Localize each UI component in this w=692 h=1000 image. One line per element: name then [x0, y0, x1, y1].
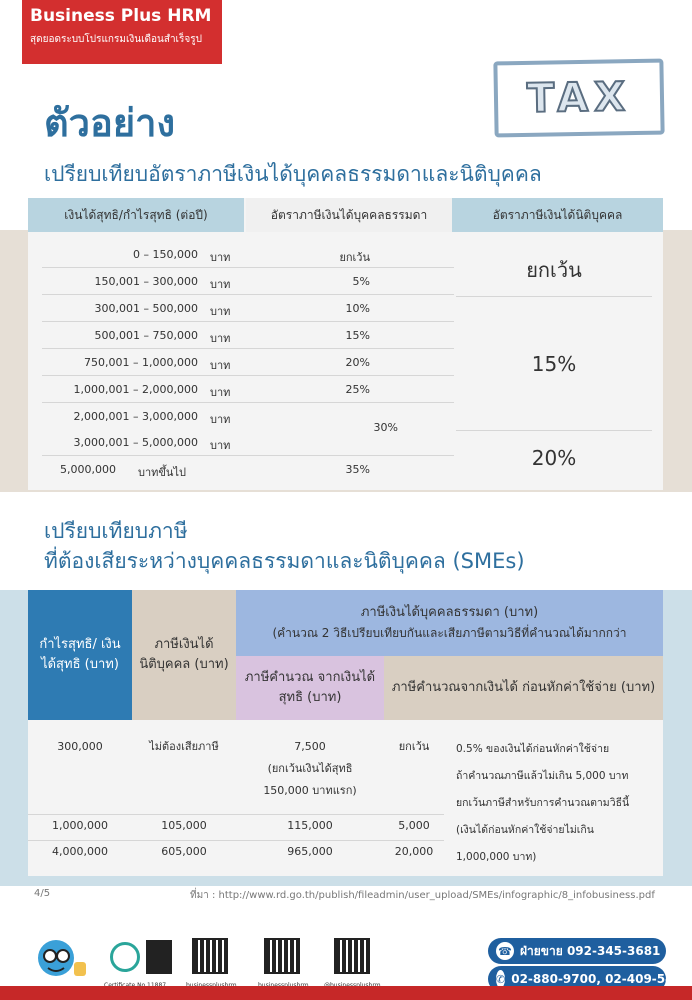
gross-tax-value: ยกเว้น	[398, 740, 430, 753]
gross-note-line: 0.5% ของเงินได้ก่อนหักค่าใช้จ่าย	[456, 743, 610, 755]
table-row: 5,000,000 บาทขึ้นไป 35%	[60, 463, 370, 479]
gross-note-line: ยกเว้นภาษีสำหรับการคำนวณตามวิธีนี้	[456, 797, 630, 809]
phone-icon: ✆	[496, 970, 505, 988]
gross-tax-value: 20,000	[394, 845, 434, 858]
phone-icon: ☎	[496, 942, 514, 960]
gross-note-line: (เงินได้ก่อนหักค่าใช้จ่ายไม่เกิน	[456, 824, 594, 836]
page-number: 4/5	[34, 888, 51, 899]
sales-contact[interactable]	[488, 938, 666, 964]
source-link[interactable]: ที่มา : http://www.rd.go.th/publish/fileadmin/user_upload/SMEs/infographic/8_infobusiness.pdf	[190, 890, 655, 901]
col-header-income: เงินได้สุทธิ/กำไรสุทธิ (ต่อปี)	[28, 198, 244, 232]
col-header-corp-tax: ภาษีเงินได้ นิติบุคคล (บาท)	[132, 590, 236, 720]
profit-value: 1,000,000	[52, 819, 108, 832]
net-tax-note: (ยกเว้นเงินได้สุทธิ 150,000 บาทแรก)	[263, 762, 357, 797]
table-row: 2,000,001 – 3,000,000 บาท	[73, 410, 231, 426]
table-row: 500,001 – 750,000 บาท 15%	[42, 323, 454, 349]
divider	[456, 296, 652, 297]
facebook-qr-code-icon	[192, 938, 228, 974]
profit-value: 4,000,000	[52, 845, 108, 858]
section2-title	[44, 516, 525, 576]
instagram-qr-code-icon	[264, 938, 300, 974]
sales-phone: ฝ่ายขาย 092-345-3681	[520, 943, 661, 958]
table-row: 150,001 – 300,000 บาท 5%	[42, 269, 454, 295]
ukas-logo-icon	[146, 940, 172, 974]
corp-tax-value: ไม่ต้องเสียภาษี	[149, 740, 219, 753]
gross-note-line: 1,000,000 บาท)	[456, 851, 537, 863]
brand-header	[22, 0, 222, 64]
personal-tax-note: (คำนวณ 2 วิธีเปรียบเทียบกันและเสียภาษีตามวิธีที่คำนวณได้มากกว่า	[272, 626, 627, 640]
divider	[456, 430, 652, 431]
section2-title-line2: ที่ต้องเสียระหว่างบุคคลธรรมดาและนิติบุคคล (SMEs)	[44, 549, 525, 573]
table-row: 300,001 – 500,000 บาท 10%	[42, 296, 454, 322]
gross-note-line: ถ้าคำนวณภาษีแล้วไม่เกิน 5,000 บาท	[456, 770, 629, 782]
gross-tax-value: 5,000	[398, 819, 430, 832]
juristic-rate: 20%	[531, 446, 577, 470]
table-row: 750,001 – 1,000,000 บาท 20%	[42, 350, 454, 376]
col-header-juristic: อัตราภาษีเงินได้นิติบุคคล	[452, 198, 663, 232]
brand-tagline: สุดยอดระบบโปรแกรมเงินเดือนสำเร็จรูป	[30, 34, 202, 45]
net-tax-value: 965,000	[287, 845, 333, 858]
brand-logo: Business Plus HRM	[30, 6, 212, 26]
line-qr-code-icon	[334, 938, 370, 974]
corp-tax-value: 105,000	[161, 819, 207, 832]
col-header-profit: กำไรสุทธิ/ เงินได้สุทธิ (บาท)	[28, 590, 132, 720]
net-tax-value: 115,000	[287, 819, 333, 832]
section2-title-line1: เปรียบเทียบภาษี	[44, 519, 188, 543]
table-row: 1,000,001 – 2,000,000 บาท 25%	[42, 377, 454, 403]
certification-logo-icon	[110, 942, 140, 972]
table-row: 3,000,001 – 5,000,000 บาท	[42, 430, 454, 456]
profit-value: 300,000	[57, 740, 103, 753]
tax-rate-table	[28, 198, 663, 490]
table-row: 0 – 150,000 บาท ยกเว้น	[42, 242, 454, 268]
section1-title: เปรียบเทียบอัตราภาษีเงินได้บุคคลธรรมดาและนิติบุคคล	[44, 162, 542, 186]
col-header-personal-tax	[236, 590, 663, 656]
footer-band	[0, 986, 692, 1000]
office-phones: 02-880-9700, 02-409-5409	[511, 972, 691, 986]
mascot-icon	[32, 936, 92, 986]
gross-tax-note	[456, 736, 656, 871]
juristic-rate: ยกเว้น	[526, 258, 582, 282]
tax-comparison-table	[28, 590, 663, 876]
col-header-gross-income: ภาษีคำนวณจากเงินได้ ก่อนหักค่าใช้จ่าย (บาท)	[384, 656, 663, 720]
col-header-net-income: ภาษีคำนวณ จากเงินได้สุทธิ (บาท)	[236, 656, 384, 720]
col-header-personal: อัตราภาษีเงินได้บุคคลธรรมดา	[246, 198, 452, 232]
personal-tax-label: ภาษีเงินได้บุคคลธรรมดา (บาท)	[360, 605, 539, 620]
net-tax-value: 7,500	[294, 740, 326, 753]
corp-tax-value: 605,000	[161, 845, 207, 858]
merged-rate: 30%	[373, 421, 398, 434]
juristic-rate: 15%	[531, 352, 577, 376]
page-title: ตัวอย่าง	[44, 101, 175, 145]
tax-stamp-icon: TAX	[493, 59, 664, 138]
